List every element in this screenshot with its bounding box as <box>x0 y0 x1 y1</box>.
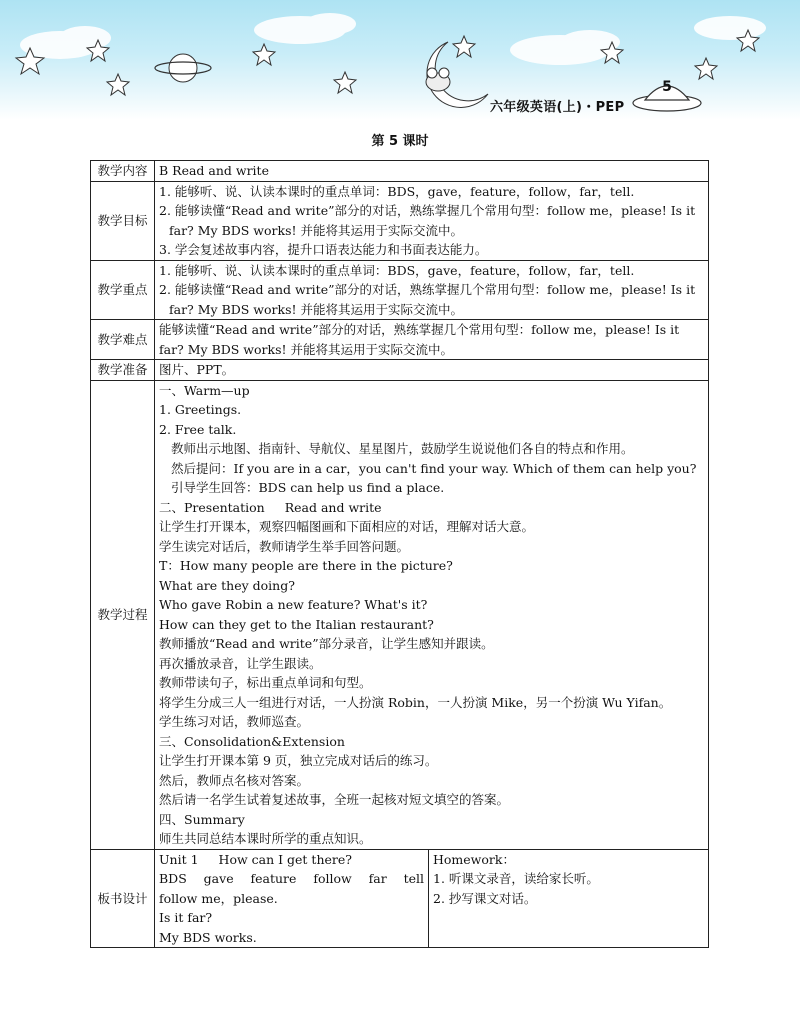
homework-item: 2. 抄写课文对话。 <box>433 890 537 906</box>
list-item: 1. Greetings. <box>159 402 242 417</box>
process-line: 教师播放“Read and write”部分录音，让学生感知并跟读。 <box>159 636 494 651</box>
row-label: 教学难点 <box>91 320 155 360</box>
planet-icon <box>155 54 211 82</box>
process-line: 教师出示地图、指南针、导航仪、星星图片，鼓励学生说说他们各自的特点和作用。 <box>171 441 634 456</box>
row-label: 教学内容 <box>91 161 155 182</box>
board-line: My BDS works. <box>159 929 257 945</box>
lesson-title: 第 5 课时 <box>371 134 429 149</box>
process-content <box>155 380 709 849</box>
objectives-list <box>155 181 709 260</box>
list-item: 2. Free talk. <box>159 421 237 437</box>
board-unit-title: How can I get there? <box>218 851 352 867</box>
page-number-badge <box>630 76 704 116</box>
process-line: 师生共同总结本课时所学的重点知识。 <box>159 831 372 846</box>
board-unit-line <box>159 850 424 870</box>
section-heading-sub: Read and write <box>284 499 382 515</box>
row-label: 教学目标 <box>91 181 155 260</box>
content-text: B Read and write <box>155 161 709 182</box>
key-points-list <box>155 260 709 320</box>
difficulties-text: 能够读懂“Read and write”部分的对话，熟练掌握几个常用句型：follow me，please! Is it far? My BDS works! 并能将其运用于实际交流中。 <box>155 320 709 360</box>
board-design-left <box>155 849 429 948</box>
process-line: 再次播放录音，让学生跟读。 <box>159 655 322 671</box>
board-line: BDS gave feature follow far tell <box>159 871 424 886</box>
list-item: 2. 能够读懂“Read and write”部分的对话，熟练掌握几个常用句型：follow me，please! Is it far? My BDS works! 并能将其运用于实际交流中。 <box>159 203 696 238</box>
process-line: 学生读完对话后，教师请学生举手回答问题。 <box>159 538 410 554</box>
row-label: 教学准备 <box>91 360 155 381</box>
process-line: 让学生打开课本第 9 页，独立完成对话后的练习。 <box>159 753 438 768</box>
cloud-icon <box>20 13 766 65</box>
process-line: 让学生打开课本，观察四幅图画和下面相应的对话，理解对话大意。 <box>159 519 535 534</box>
list-item: 2. 能够读懂“Read and write”部分的对话，熟练掌握几个常用句型：follow me，please! Is it far? My BDS works! 并能将其运用于实际交流中。 <box>159 282 696 317</box>
section-heading <box>159 498 704 518</box>
process-line: 然后，教师点名核对答案。 <box>159 772 310 788</box>
list-item: 1. 能够听、说、认读本课时的重点单词：BDS，gave，feature，follow，far，tell. <box>159 262 635 278</box>
board-line: follow me，please. <box>159 890 278 906</box>
homework-title: Homework： <box>433 851 515 867</box>
table-row-key-points <box>91 260 709 320</box>
process-line: How can they get to the Italian restaurant? <box>159 616 434 632</box>
board-unit: Unit 1 <box>159 851 199 867</box>
table-row-preparation <box>91 360 709 381</box>
board-line: Is it far? <box>159 910 213 925</box>
homework-item: 1. 听课文录音，读给家长听。 <box>433 871 599 886</box>
process-line: 然后请一名学生试着复述故事，全班一起核对短文填空的答案。 <box>159 792 510 807</box>
row-label: 教学重点 <box>91 260 155 320</box>
table-row-objectives <box>91 181 709 260</box>
process-line: Who gave Robin a new feature? What's it? <box>159 597 428 612</box>
moon-icon <box>426 42 488 107</box>
preparation-text: 图片、PPT。 <box>155 360 709 381</box>
board-design-right <box>429 849 709 948</box>
process-line: 将学生分成三人一组进行对话，一人扮演 Robin，一人扮演 Mike，另一个扮演 Wu Yifan。 <box>159 694 672 710</box>
process-line: 引导学生回答：BDS can help us find a place. <box>171 480 445 495</box>
process-line: What are they doing? <box>159 577 295 593</box>
row-label: 教学过程 <box>91 380 155 849</box>
process-line: 教师带读句子，标出重点单词和句型。 <box>159 675 372 690</box>
section-heading: 三、Consolidation&Extension <box>159 733 345 749</box>
section-heading: 一、Warm—up <box>159 382 250 398</box>
process-line: 然后提问：If you are in a car，you can't find your way. Which of them can help you? <box>171 460 697 476</box>
lesson-plan-table <box>90 160 709 948</box>
process-line: T：How many people are there in the picture? <box>159 558 453 573</box>
list-item: 1. 能够听、说、认读本课时的重点单词：BDS，gave，feature，follow，far，tell. <box>159 183 635 199</box>
section-heading: 四、Summary <box>159 811 245 827</box>
page-number: 5 <box>662 79 672 95</box>
section-heading-title: 二、Presentation <box>159 499 265 515</box>
table-row-content <box>91 161 709 182</box>
row-label: 板书设计 <box>91 849 155 948</box>
list-item: 3. 学会复述故事内容，提升口语表达能力和书面表达能力。 <box>159 242 488 257</box>
subject-label: 六年级英语(上)・PEP <box>490 100 625 115</box>
process-line: 学生练习对话，教师巡查。 <box>159 714 310 729</box>
table-row-difficulties <box>91 320 709 360</box>
table-row-process <box>91 380 709 849</box>
table-row-board <box>91 849 709 948</box>
